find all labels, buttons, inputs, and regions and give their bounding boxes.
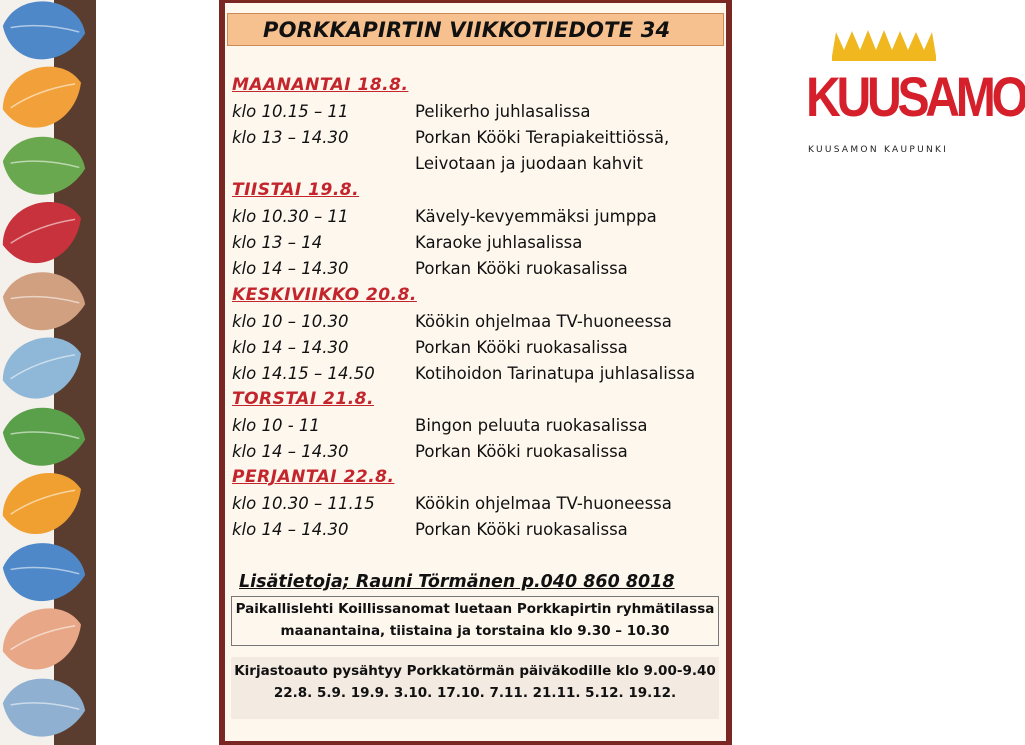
activity-friday-2: Porkan Kööki ruokasalissa	[415, 520, 628, 539]
library-bus-notice	[231, 657, 719, 719]
logo-wordmark: KUUSAMO	[806, 65, 1025, 128]
time-wednesday-3: klo 14.15 – 14.50	[232, 364, 375, 383]
crown-icon	[806, 28, 960, 68]
activity-thursday-1: Bingon peluuta ruokasalissa	[415, 416, 648, 435]
decorative-leaf-border	[0, 0, 96, 745]
contact-info: Lisätietoja; Rauni Törmänen p.040 860 8018	[239, 572, 675, 592]
time-wednesday-1: klo 10 – 10.30	[232, 312, 349, 331]
day-heading-wednesday: KESKIVIIKKO 20.8.	[232, 285, 417, 305]
time-wednesday-2: klo 14 – 14.30	[232, 338, 349, 357]
kuusamo-logo	[806, 28, 1025, 158]
activity-wednesday-3: Kotihoidon Tarinatupa juhlasalissa	[415, 364, 696, 383]
time-monday-2: klo 13 – 14.30	[232, 128, 349, 147]
day-heading-thursday: TORSTAI 21.8.	[232, 389, 374, 409]
time-tuesday-2: klo 13 – 14	[232, 233, 323, 252]
activity-tuesday-1: Kävely-kevyemmäksi jumppa	[415, 207, 657, 226]
activity-tuesday-2: Karaoke juhlasalissa	[415, 233, 583, 252]
activity-thursday-2: Porkan Kööki ruokasalissa	[415, 442, 628, 461]
logo-subtitle: KUUSAMON KAUPUNKI	[808, 145, 949, 155]
title-bar	[227, 13, 724, 46]
library-bus-dates: 22.8. 5.9. 19.9. 3.10. 17.10. 7.11. 21.11. 5.12. 19.12.	[273, 685, 677, 701]
time-tuesday-3: klo 14 – 14.30	[232, 259, 349, 278]
day-heading-tuesday: TIISTAI 19.8.	[232, 180, 360, 200]
activity-friday-1: Köökin ohjelmaa TV-huoneessa	[415, 494, 672, 513]
poster-title: PORKKAPIRTIN VIIKKOTIEDOTE 34	[263, 18, 671, 42]
activity-monday-3: Leivotaan ja juodaan kahvit	[415, 154, 644, 173]
newspaper-notice-line-2: maanantaina, tiistaina ja torstaina klo 9.30 – 10.30	[280, 623, 670, 639]
time-friday-1: klo 10.30 – 11.15	[232, 494, 375, 513]
newspaper-reading-notice	[231, 596, 719, 646]
activity-monday-1: Pelikerho juhlasalissa	[415, 102, 591, 121]
day-heading-friday: PERJANTAI 22.8.	[232, 467, 395, 487]
activity-monday-2: Porkan Kööki Terapiakeittiössä,	[415, 128, 670, 147]
time-friday-2: klo 14 – 14.30	[232, 520, 349, 539]
time-thursday-1: klo 10 - 11	[232, 416, 320, 435]
activity-wednesday-2: Porkan Kööki ruokasalissa	[415, 338, 628, 357]
activity-wednesday-1: Köökin ohjelmaa TV-huoneessa	[415, 312, 672, 331]
library-bus-line-1: Kirjastoauto pysähtyy Porkkatörmän päiväkodille klo 9.00-9.40	[234, 663, 716, 679]
weekly-bulletin-poster	[219, 0, 732, 745]
activity-tuesday-3: Porkan Kööki ruokasalissa	[415, 259, 628, 278]
time-monday-1: klo 10.15 – 11	[232, 102, 349, 121]
poster-paper	[225, 3, 726, 741]
day-heading-monday: MAANANTAI 18.8.	[232, 75, 409, 95]
time-tuesday-1: klo 10.30 – 11	[232, 207, 349, 226]
time-thursday-2: klo 14 – 14.30	[232, 442, 349, 461]
newspaper-notice-line-1: Paikallislehti Koillissanomat luetaan Porkkapirtin ryhmätilassa	[235, 601, 715, 617]
